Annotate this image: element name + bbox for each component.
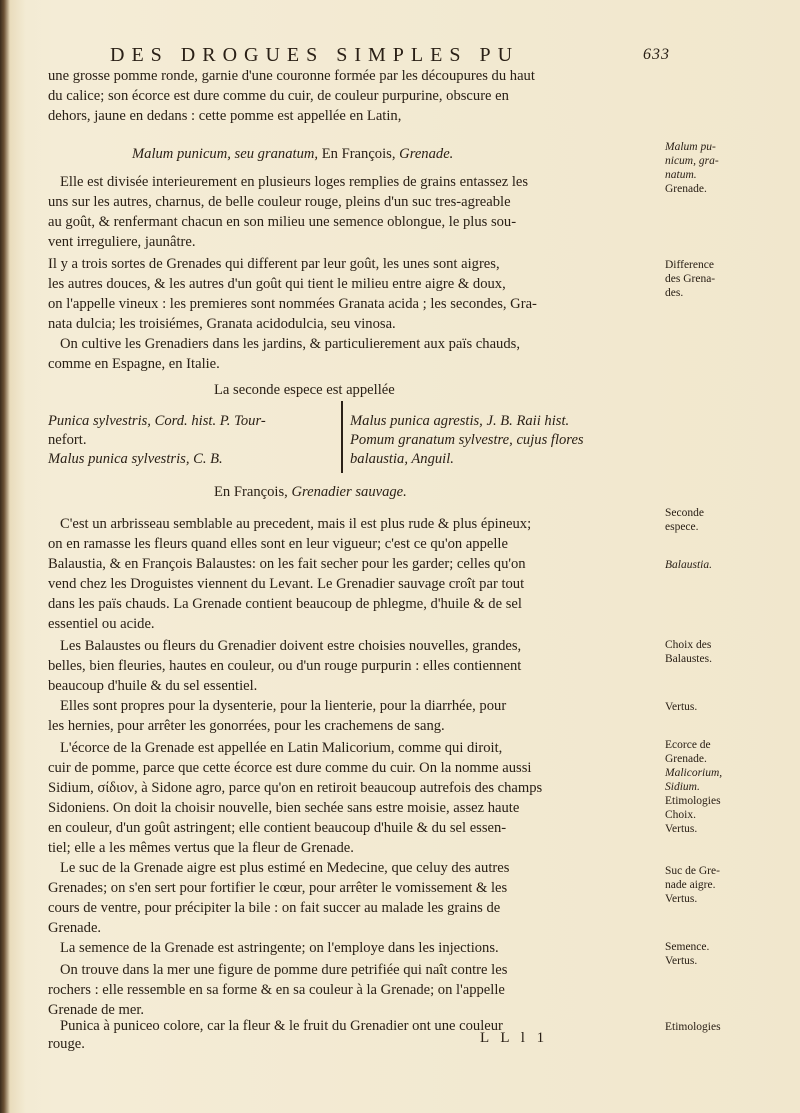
- margin-line: des Grena-: [665, 273, 716, 285]
- text-line: belles, bien fleuries, hautes en couleur, ou d'un rouge purpurin : elles contiennent: [48, 658, 522, 674]
- margin-line: Suc de Gre-: [665, 865, 720, 877]
- running-header: [110, 44, 670, 67]
- text-line: Elles sont propres pour la dysenterie, pour la lienterie, pour la diarrhée, pour: [60, 698, 507, 714]
- text-line: on l'appelle vineux : les premieres sont nommées Granata acida ; les secondes, Gra-: [48, 296, 537, 312]
- margin-line: Etimologies: [665, 1021, 721, 1033]
- french-name-value: Grenadier sauvage.: [291, 484, 407, 500]
- text-line: cours de ventre, pour précipiter la bile : on fait succer au malade les grains de: [48, 900, 501, 916]
- text-line: La semence de la Grenade est astringente; on l'employe dans les injections.: [60, 940, 499, 956]
- latin-heading-text: En François,: [321, 146, 396, 162]
- synonym: Pomum granatum sylvestre, cujus flores: [350, 432, 584, 448]
- margin-note: [665, 700, 775, 714]
- signature-mark: L L l 1: [480, 1030, 549, 1046]
- margin-line: nicum, gra-: [665, 155, 719, 167]
- text-line: Grenade.: [48, 920, 102, 936]
- text-line: uns sur les autres, charnus, de belle couleur rouge, pleins d'un suc tres-agreable: [48, 194, 511, 210]
- text-line: beaucoup d'huile & du sel essentiel.: [48, 678, 258, 694]
- text-line: C'est un arbrisseau semblable au precedent, mais il est plus rude & plus épineux;: [60, 516, 532, 532]
- text-line: rochers : elle ressemble en sa forme & en sa couleur à la Grenade; on l'appelle: [48, 982, 505, 998]
- text-line: vent irreguliere, jaunâtre.: [48, 234, 196, 250]
- margin-line: Vertus.: [665, 955, 698, 967]
- margin-line: Difference: [665, 259, 714, 271]
- column-divider: [341, 401, 343, 473]
- margin-note: [665, 940, 775, 968]
- margin-line: Choix des: [665, 639, 712, 651]
- text-line: les hernies, pour arrêter les gonorrées, pour les crachemens de sang.: [48, 718, 445, 734]
- text-line: Sidium, σίδιον, à Sidone agro, parce qu'on en retiroit beaucoup autrefois des champs: [48, 780, 543, 796]
- text-line: dans les païs chauds. La Grenade contient beaucoup de phlegme, d'huile & de sel: [48, 596, 522, 612]
- page-number: 633: [643, 46, 670, 63]
- synonyms-right: [350, 412, 584, 469]
- margin-line: Vertus.: [665, 823, 698, 835]
- margin-line: Vertus.: [665, 893, 698, 905]
- synonym: balaustia, Anguil.: [350, 451, 454, 467]
- text-line: Il y a trois sortes de Grenades qui different par leur goût, les unes sont aigres,: [48, 256, 500, 272]
- text-line: Sidoniens. On doit la choisir nouvelle, bien sechée sans estre moisie, assez haute: [48, 800, 520, 816]
- margin-line: Sidium.: [665, 781, 700, 793]
- synonym: Malus punica sylvestris, C. B.: [48, 451, 223, 467]
- margin-line: Grenade.: [665, 753, 707, 765]
- text-line: tiel; elle a les mêmes vertus que la fleur de Grenade.: [48, 840, 354, 856]
- margin-note: [665, 738, 775, 836]
- text-line: Les Balaustes ou fleurs du Grenadier doivent estre choisies nouvelles, grandes,: [60, 638, 522, 654]
- text-line: les autres douces, & les autres d'un goût qui tient le milieu entre aigre & doux,: [48, 276, 506, 292]
- text-line: du calice; son écorce est dure comme du cuir, de couleur purpurine, obscure en: [48, 88, 509, 104]
- text-line: dehors, jaune en dedans : cette pomme est appellée en Latin,: [48, 108, 402, 124]
- text-line: cuir de pomme, parce que cette écorce est dure comme du cuir. On la nomme aussi: [48, 760, 532, 776]
- text-line: nata dulcia; les troisiémes, Granata acidodulcia, seu vinosa.: [48, 316, 396, 332]
- text-line: on en ramasse les fleurs quand elles sont en leur vigueur; c'est ce qu'on appelle: [48, 536, 508, 552]
- margin-line: natum.: [665, 169, 697, 181]
- french-name-label: En François,: [214, 484, 288, 500]
- synonyms-left: [48, 412, 266, 469]
- text-line: L'écorce de la Grenade est appellée en Latin Malicorium, comme qui diroit,: [60, 740, 503, 756]
- text-line: Grenades; on s'en sert pour fortifier le cœur, pour arrêter le vomissement & les: [48, 880, 508, 896]
- synonym: Malus punica agrestis, J. B. Raii hist.: [350, 413, 570, 429]
- margin-line: Semence.: [665, 941, 710, 953]
- margin-line: nade aigre.: [665, 879, 716, 891]
- header-title: DES DROGUES SIMPLES PU: [110, 44, 520, 66]
- margin-note: [665, 258, 775, 300]
- margin-line: Grenade.: [665, 183, 707, 195]
- margin-line: Choix.: [665, 809, 696, 821]
- margin-line: Malum pu-: [665, 141, 716, 153]
- margin-line: Balaustia.: [665, 559, 712, 571]
- text-line: comme en Espagne, en Italie.: [48, 356, 220, 372]
- latin-heading-italic: Malum punicum, seu granatum,: [132, 146, 319, 162]
- text-line: On cultive les Grenadiers dans les jardins, & particulierement aux païs chauds,: [60, 336, 520, 352]
- margin-note: [665, 140, 775, 196]
- margin-note: [665, 506, 775, 534]
- text-line: Punica à puniceo colore, car la fleur & le fruit du Grenadier ont une couleur: [60, 1018, 503, 1034]
- text-line: Elle est divisée interieurement en plusieurs loges remplies de grains entassez les: [60, 174, 529, 190]
- margin-line: espece.: [665, 521, 699, 533]
- margin-line: des.: [665, 287, 684, 299]
- margin-line: Vertus.: [665, 701, 698, 713]
- margin-line: Seconde: [665, 507, 704, 519]
- margin-note: [665, 638, 775, 666]
- margin-note: [665, 558, 775, 572]
- margin-line: Balaustes.: [665, 653, 712, 665]
- margin-line: Etimologies: [665, 795, 721, 807]
- text-line: Balaustia, & en François Balaustes: on les fait secher pour les garder; celles qu'on: [48, 556, 526, 572]
- margin-line: Malicorium,: [665, 767, 723, 779]
- synonym: Punica sylvestris, Cord. hist. P. Tour-: [48, 413, 266, 429]
- text-line: au goût, & renfermant chacun en son milieu une semence oblongue, le plus sou-: [48, 214, 517, 230]
- margin-note: [665, 1020, 775, 1034]
- text-line: rouge.: [48, 1036, 85, 1052]
- text-line: La seconde espece est appellée: [214, 382, 395, 398]
- text-line: une grosse pomme ronde, garnie d'une couronne formée par les découpures du haut: [48, 68, 535, 84]
- margin-line: Ecorce de: [665, 739, 711, 751]
- text-line: Le suc de la Grenade aigre est plus estimé en Medecine, que celuy des autres: [60, 860, 510, 876]
- text-line: Grenade de mer.: [48, 1002, 145, 1018]
- text-line: vend chez les Droguistes viennent du Levant. Le Grenadier sauvage croît par tout: [48, 576, 525, 592]
- latin-heading-french: Grenade.: [399, 146, 454, 162]
- text-line: On trouve dans la mer une figure de pomme dure petrifiée qui naît contre les: [60, 962, 508, 978]
- text-line: essentiel ou acide.: [48, 616, 155, 632]
- margin-note: [665, 864, 775, 906]
- text-line: en couleur, d'un goût astringent; elle contient beaucoup d'huile & du sel essen-: [48, 820, 507, 836]
- synonym: nefort.: [48, 432, 87, 448]
